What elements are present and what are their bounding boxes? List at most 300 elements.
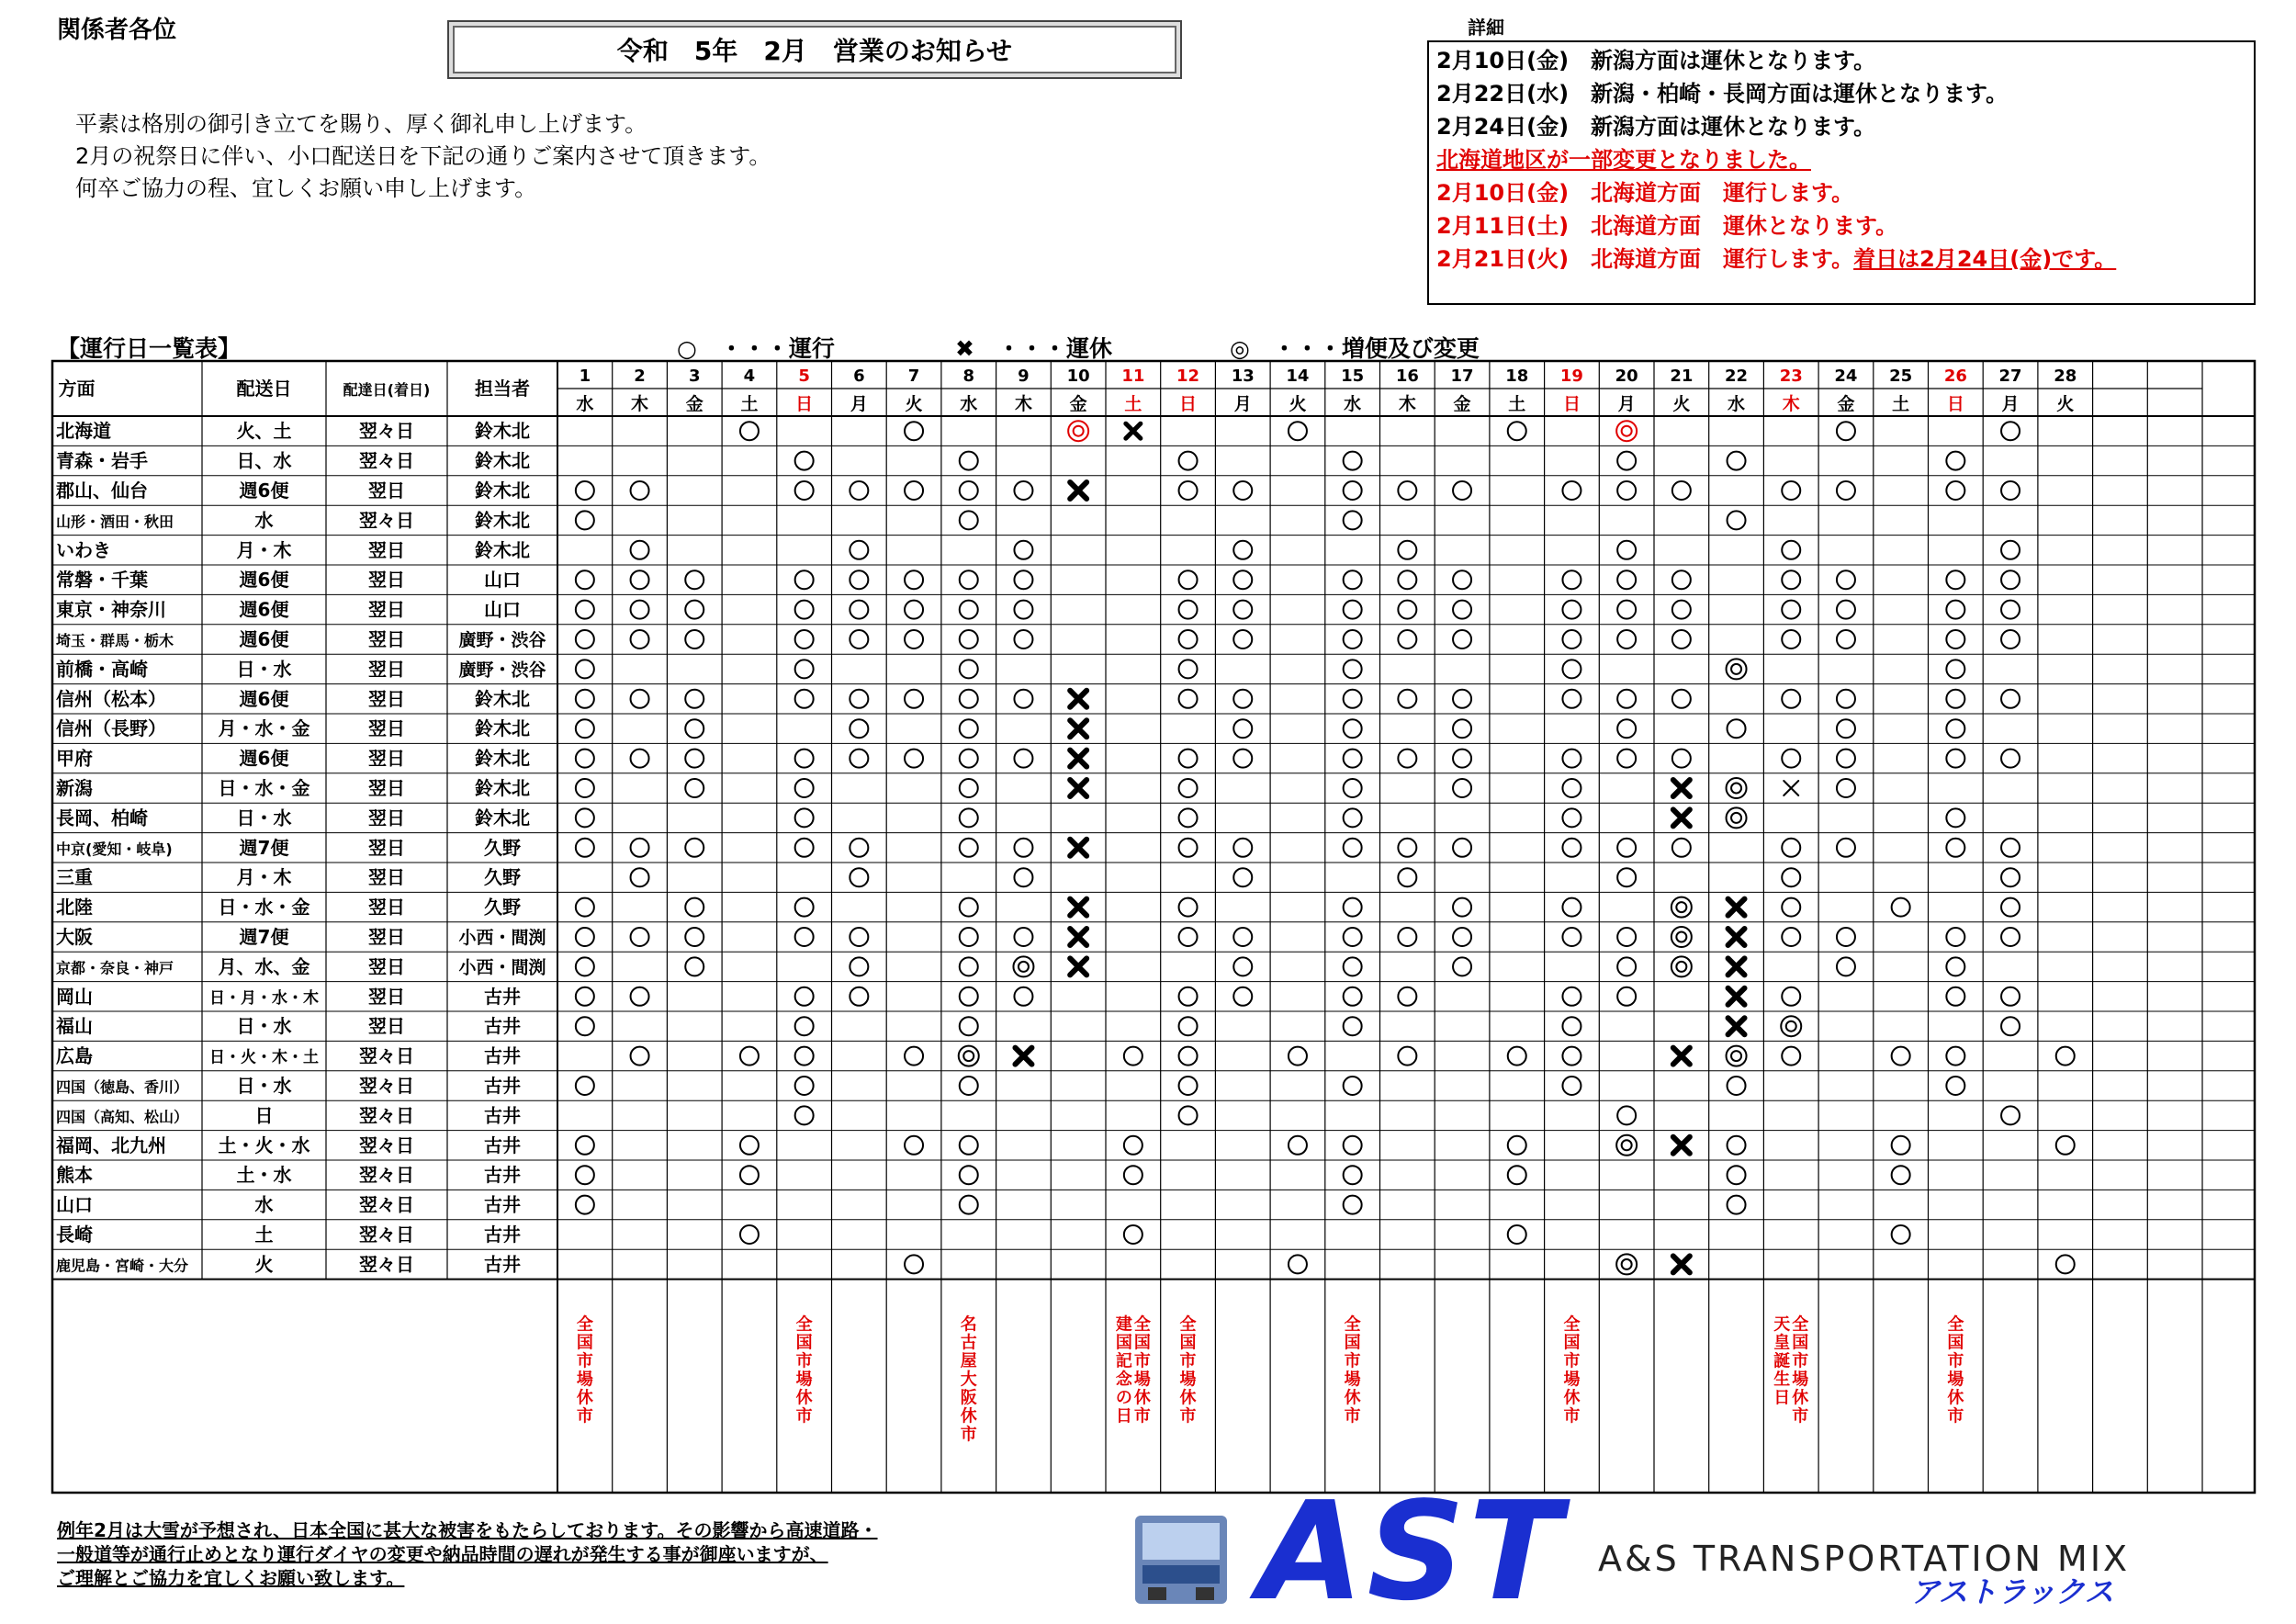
area-name: 北海道 [56, 420, 111, 443]
operate-mark [1398, 928, 1416, 946]
operate-mark [1398, 601, 1416, 619]
suspend-mark [1673, 1137, 1690, 1154]
suspend-mark [1728, 958, 1745, 975]
holiday-note-char: 念 [1115, 1370, 1132, 1390]
increase-mark [1727, 1046, 1747, 1066]
operate-mark [1946, 481, 1964, 500]
operate-mark [1562, 808, 1581, 827]
operate-mark [795, 660, 814, 678]
operate-mark [1728, 1196, 1746, 1214]
operate-mark [1453, 750, 1471, 768]
operate-mark [1344, 898, 1362, 917]
operate-mark [2001, 928, 2020, 946]
suspend-mark [1728, 899, 1745, 916]
operate-mark [1344, 779, 1362, 797]
area-name: 福山 [56, 1015, 93, 1038]
operate-mark [795, 839, 814, 857]
staff-name: 古井 [484, 1164, 521, 1187]
operate-mark [1453, 570, 1471, 589]
holiday-note-char: 休 [1344, 1388, 1361, 1408]
delivery-days: 日・月・水・木 [209, 988, 319, 1008]
day-number: 28 [2054, 367, 2077, 386]
increase-mark [1727, 659, 1747, 679]
operate-mark [850, 987, 868, 1006]
staff-name: 小西・間渕 [458, 957, 546, 978]
area-name: 鹿児島・宮崎・大分 [56, 1257, 189, 1275]
day-number: 9 [1018, 367, 1030, 386]
suspend-mark [1673, 1048, 1690, 1065]
increase-mark-inner [1019, 962, 1029, 972]
staff-name: 廣野・渋谷 [458, 660, 546, 681]
operate-mark [960, 898, 978, 917]
day-number: 19 [1559, 367, 1583, 386]
operate-mark [1837, 630, 1855, 648]
operate-mark [1344, 1196, 1362, 1214]
weekday-label: 月 [1233, 394, 1252, 414]
holiday-note-char: 阪 [960, 1388, 977, 1408]
operate-mark [960, 690, 978, 708]
delivery-days: 火、土 [236, 420, 292, 443]
holiday-note-char: 誕 [1773, 1351, 1791, 1371]
operate-mark [2056, 1136, 2075, 1155]
operate-mark [2001, 570, 2020, 589]
holiday-note-char: 全 [1792, 1314, 1809, 1335]
operate-mark [1782, 898, 1800, 917]
operate-mark [1233, 839, 1252, 857]
footer-notice-line: 一般道等が通行止めとなり運行ダイヤの変更や納品時間の遅れが発生する事が御座いますが、 [57, 1543, 828, 1565]
operate-mark [1233, 481, 1252, 500]
operate-mark [960, 808, 978, 827]
delivery-days: 週6便 [239, 479, 289, 502]
arrival-day: 翌々日 [359, 1253, 414, 1276]
operate-mark [850, 570, 868, 589]
operate-mark [1179, 898, 1198, 917]
operate-mark [1837, 601, 1855, 619]
holiday-note-char: 市 [1792, 1351, 1809, 1371]
operate-mark [1014, 928, 1032, 946]
detail-line-text: 2月21日(火) 北海道方面 運行します。 [1436, 246, 1854, 272]
delivery-days: 週6便 [239, 569, 289, 592]
holiday-note-char: 市 [1947, 1406, 1964, 1427]
holiday-note-char: 名 [960, 1314, 977, 1335]
day-number: 16 [1395, 367, 1419, 386]
holiday-note-char: 皇 [1773, 1333, 1791, 1353]
staff-name: 山口 [484, 598, 521, 621]
operate-mark [631, 630, 649, 648]
staff-name: 鈴木北 [475, 747, 530, 770]
holiday-note-char: 休 [576, 1388, 593, 1408]
operate-mark [1837, 750, 1855, 768]
operate-mark [631, 839, 649, 857]
operate-mark [1508, 1047, 1526, 1066]
staff-name: 古井 [484, 1193, 521, 1216]
operate-mark [1892, 1136, 1910, 1155]
operate-mark [631, 750, 649, 768]
operate-mark [1782, 690, 1800, 708]
operate-mark [576, 779, 594, 797]
delivery-days: 月、水、金 [218, 955, 310, 978]
operate-mark [1782, 868, 1800, 886]
day-number: 15 [1341, 367, 1365, 386]
operate-mark [1289, 422, 1307, 440]
operate-mark [1562, 928, 1581, 946]
operate-mark [1562, 601, 1581, 619]
holiday-note-char: 休 [1563, 1388, 1581, 1408]
operate-mark [2001, 481, 2020, 500]
delivery-days: 週6便 [239, 747, 289, 770]
operate-mark [1398, 690, 1416, 708]
delivery-days: 日・水 [236, 1015, 292, 1038]
suspend-mark [1070, 929, 1086, 945]
operate-mark [1562, 839, 1581, 857]
arrival-day: 翌日 [368, 896, 405, 919]
holiday-note-char: 全 [1563, 1314, 1581, 1335]
greeting-line: 何卒ご協力の程、宜しくお願い申し上げます。 [75, 175, 537, 201]
weekday-label: 土 [1124, 394, 1142, 414]
operate-mark [1179, 839, 1198, 857]
operate-mark [1782, 839, 1800, 857]
operate-mark [960, 987, 978, 1006]
operate-mark [1562, 987, 1581, 1006]
arrival-day: 翌日 [368, 479, 405, 502]
staff-name: 鈴木北 [475, 509, 530, 532]
increase-mark [1727, 807, 1747, 828]
arrival-day: 翌々日 [359, 1224, 414, 1246]
delivery-days: 週6便 [239, 687, 289, 710]
operate-mark [1179, 601, 1198, 619]
footer-notice-line: ご理解とご協力を宜しくお願い致します。 [57, 1567, 405, 1589]
operate-mark [576, 1196, 594, 1214]
operate-mark [1562, 1017, 1581, 1035]
area-name: いわき [56, 538, 111, 561]
operate-mark [850, 690, 868, 708]
day-number: 27 [1998, 367, 2022, 386]
operate-mark [576, 630, 594, 648]
operate-mark [1453, 928, 1471, 946]
operate-mark [960, 660, 978, 678]
holiday-note-char: 国 [1179, 1333, 1197, 1353]
operate-mark [905, 570, 923, 589]
weekday-label: 木 [1782, 394, 1800, 414]
operate-mark [1179, 690, 1198, 708]
operate-mark [1782, 601, 1800, 619]
operate-mark [1179, 452, 1198, 470]
arrival-day: 翌日 [368, 569, 405, 592]
holiday-note-char: 市 [1179, 1406, 1197, 1427]
staff-name: 山口 [484, 569, 521, 592]
holiday-note-char: 国 [1115, 1333, 1132, 1353]
suspend-mark [1070, 482, 1086, 499]
holiday-note-char: 市 [1792, 1406, 1809, 1427]
holiday-note-char: 市 [795, 1406, 813, 1427]
operate-mark [1837, 570, 1855, 589]
holiday-note-char: 休 [1133, 1388, 1151, 1408]
detail-line: 2月10日(金) 新潟方面は運休となります。 [1436, 48, 1876, 73]
operate-mark [795, 1106, 814, 1124]
operate-mark [1728, 1166, 1746, 1184]
day-number: 14 [1286, 367, 1310, 386]
area-name: 埼玉・群馬・栃木 [56, 632, 174, 649]
holiday-note-char: 国 [1792, 1333, 1809, 1353]
operate-mark [1728, 452, 1746, 470]
operate-mark [1508, 1225, 1526, 1244]
company-kana: アストラックス [1910, 1574, 2114, 1606]
operate-mark [576, 1166, 594, 1184]
staff-name: 鈴木北 [475, 420, 530, 443]
weekday-label: 日 [1946, 394, 1964, 414]
operate-mark [1344, 511, 1362, 529]
suspend-mark [1673, 809, 1690, 826]
operate-mark [850, 481, 868, 500]
holiday-note-char: 日 [1115, 1406, 1132, 1427]
operate-mark [1508, 1166, 1526, 1184]
operate-mark [1837, 481, 1855, 500]
operate-mark [685, 690, 703, 708]
suspend-mark [1070, 750, 1086, 767]
operate-mark [795, 1077, 814, 1095]
increase-mark [1671, 956, 1692, 976]
operate-mark [1672, 750, 1691, 768]
increase-mark [1616, 1254, 1637, 1274]
operate-mark [960, 511, 978, 529]
operate-mark [850, 541, 868, 559]
operate-mark [740, 1166, 759, 1184]
operate-mark [1124, 1225, 1142, 1244]
holiday-note-char: 屋 [960, 1351, 977, 1371]
operate-mark [1233, 630, 1252, 648]
operate-mark [1398, 481, 1416, 500]
operate-mark [685, 750, 703, 768]
arrival-day: 翌々日 [359, 1133, 414, 1156]
detail-line: 2月24日(金) 新潟方面は運休となります。 [1436, 114, 1876, 140]
operate-mark [1672, 601, 1691, 619]
detail-line: 2月11日(土) 北海道方面 運休となります。 [1436, 213, 1898, 239]
weekday-label: 金 [1453, 394, 1471, 414]
day-number: 2 [634, 367, 646, 386]
holiday-note-char: 市 [1179, 1351, 1197, 1371]
area-name: 甲府 [56, 747, 93, 770]
operate-mark [576, 660, 594, 678]
weekday-label: 火 [905, 394, 923, 414]
operate-mark [1344, 987, 1362, 1006]
operate-mark [1398, 750, 1416, 768]
legend-operate: ○ ・・・運行 [677, 335, 835, 362]
detail-line-notice: 北海道地区が一部変更となりました。 [1436, 147, 1811, 173]
operate-mark [1728, 1077, 1746, 1095]
operate-mark [2001, 422, 2020, 440]
operate-mark [905, 1136, 923, 1155]
operate-mark [1014, 987, 1032, 1006]
operate-mark [960, 481, 978, 500]
header-delivery: 配送日 [236, 378, 292, 400]
staff-name: 古井 [484, 1104, 521, 1127]
operate-mark [1233, 601, 1252, 619]
operate-mark [1179, 1047, 1198, 1066]
arrival-day: 翌々日 [359, 509, 414, 532]
arrival-day: 翌日 [368, 717, 405, 740]
operate-mark [1344, 957, 1362, 976]
holiday-note-char: 市 [960, 1425, 977, 1445]
area-name: 長岡、柏崎 [56, 806, 148, 829]
operate-mark [685, 570, 703, 589]
operate-mark [1344, 601, 1362, 619]
day-number: 12 [1176, 367, 1200, 386]
day-number: 10 [1066, 367, 1090, 386]
operate-mark [576, 690, 594, 708]
truck-icon [1135, 1516, 1227, 1604]
suspend-mark [1015, 1048, 1031, 1065]
operate-mark [1617, 719, 1636, 738]
operate-mark [2001, 987, 2020, 1006]
arrival-day: 翌日 [368, 955, 405, 978]
operate-mark [1453, 690, 1471, 708]
staff-name: 鈴木北 [475, 479, 530, 502]
holiday-note-char: 全 [576, 1314, 593, 1335]
operate-mark [2001, 630, 2020, 648]
delivery-days: 週7便 [239, 836, 289, 859]
staff-name: 鈴木北 [475, 717, 530, 740]
operate-mark [1946, 839, 1964, 857]
suspend-mark [1070, 899, 1086, 916]
operate-mark [1562, 690, 1581, 708]
staff-name: 古井 [484, 1224, 521, 1246]
operate-mark [1344, 690, 1362, 708]
operate-mark [960, 1136, 978, 1155]
increase-mark-inner [1676, 932, 1686, 942]
operate-mark [2001, 601, 2020, 619]
company-logo-area [1130, 1495, 2259, 1606]
weekday-label: 日 [1562, 394, 1581, 414]
delivery-days: 火 [254, 1253, 274, 1276]
operate-mark [685, 957, 703, 976]
delivery-days: 日・水 [236, 806, 292, 829]
operate-mark [576, 601, 594, 619]
operate-mark [850, 928, 868, 946]
operate-mark [960, 1166, 978, 1184]
holiday-note-char: 休 [1947, 1388, 1964, 1408]
operate-mark [1617, 987, 1636, 1006]
operate-mark [1179, 987, 1198, 1006]
operate-mark [631, 1047, 649, 1066]
arrival-day: 翌日 [368, 628, 405, 650]
operate-mark [631, 987, 649, 1006]
operate-mark [1179, 1017, 1198, 1035]
arrival-day: 翌日 [368, 806, 405, 829]
holiday-note-char: 建 [1115, 1314, 1132, 1335]
day-number: 21 [1670, 367, 1694, 386]
detail-line: 2月22日(水) 新潟・柏崎・長岡方面は運休となります。 [1436, 81, 2009, 107]
arrival-day: 翌日 [368, 836, 405, 859]
day-number: 17 [1450, 367, 1474, 386]
staff-name: 鈴木北 [475, 538, 530, 561]
operate-mark [740, 1225, 759, 1244]
operate-mark [2001, 690, 2020, 708]
operate-mark [1728, 719, 1746, 738]
operate-mark [1617, 957, 1636, 976]
operate-mark [685, 719, 703, 738]
delivery-days: 日・水・金 [218, 777, 310, 799]
operate-mark [960, 452, 978, 470]
day-number: 3 [688, 367, 701, 386]
increase-mark [1013, 956, 1033, 976]
operate-mark [576, 808, 594, 827]
operate-mark [1344, 750, 1362, 768]
holiday-note-char: 場 [1792, 1370, 1809, 1390]
operate-mark [1672, 630, 1691, 648]
area-name: 岡山 [56, 985, 93, 1008]
operate-mark [1344, 1077, 1362, 1095]
operate-mark [1124, 1047, 1142, 1066]
greeting-line: 2月の祝祭日に伴い、小口配送日を下記の通りご案内させて頂きます。 [75, 143, 771, 169]
footer-notice [57, 1518, 878, 1590]
day-number: 25 [1889, 367, 1913, 386]
operate-mark [795, 570, 814, 589]
arrival-day: 翌日 [368, 926, 405, 948]
holiday-note-char: 市 [1344, 1406, 1361, 1427]
operate-mark [2001, 839, 2020, 857]
operate-mark [795, 779, 814, 797]
holiday-note-char: 大 [960, 1370, 977, 1390]
weekday-label: 金 [1837, 394, 1855, 414]
staff-name: 古井 [484, 1044, 521, 1067]
day-number: 8 [962, 367, 975, 386]
suspend-mark [1673, 780, 1690, 796]
arrival-day: 翌日 [368, 1015, 405, 1038]
weekday-label: 木 [631, 394, 649, 414]
operate-mark [576, 511, 594, 529]
operate-mark [1014, 690, 1032, 708]
increase-mark-inner [1731, 1051, 1741, 1061]
operate-mark [1892, 1225, 1910, 1244]
operate-mark [1398, 1047, 1416, 1066]
arrival-day: 翌々日 [359, 449, 414, 472]
page-title-text: 令和 5年 2月 営業のお知らせ [616, 36, 1013, 66]
operate-mark [905, 1255, 923, 1273]
holiday-note-char: 古 [960, 1333, 977, 1353]
suspend-mark [1070, 720, 1086, 737]
staff-name: 久野 [484, 866, 521, 889]
holiday-note-char: 休 [960, 1406, 977, 1427]
operate-mark [795, 452, 814, 470]
operate-mark [1617, 452, 1636, 470]
delivery-days: 土 [254, 1224, 274, 1246]
operate-mark [1562, 481, 1581, 500]
increase-mark-inner [1074, 426, 1084, 436]
suspend-mark [1673, 1256, 1690, 1272]
operate-mark [960, 839, 978, 857]
holiday-note-char: 場 [1563, 1370, 1581, 1390]
staff-name: 鈴木北 [475, 449, 530, 472]
company-name: A&S TRANSPORTATION MIX [1598, 1539, 2131, 1579]
staff-name: 小西・間渕 [458, 928, 546, 948]
operate-mark [1179, 570, 1198, 589]
increase-mark-inner [1622, 1259, 1632, 1269]
operate-mark [1233, 928, 1252, 946]
suspend-mark [1070, 840, 1086, 856]
operate-mark [631, 690, 649, 708]
operate-mark [1672, 839, 1691, 857]
area-name: 四国（徳島、香川） [56, 1078, 189, 1096]
holiday-note-char: 市 [1133, 1351, 1151, 1371]
operate-mark [795, 750, 814, 768]
operate-mark [960, 1017, 978, 1035]
addressee: 関係者各位 [57, 17, 177, 44]
day-number: 24 [1834, 367, 1858, 386]
operate-mark [1453, 601, 1471, 619]
operate-mark [1179, 481, 1198, 500]
increase-mark-inner [1676, 962, 1686, 972]
ast-logo-icon [1249, 1495, 1570, 1606]
